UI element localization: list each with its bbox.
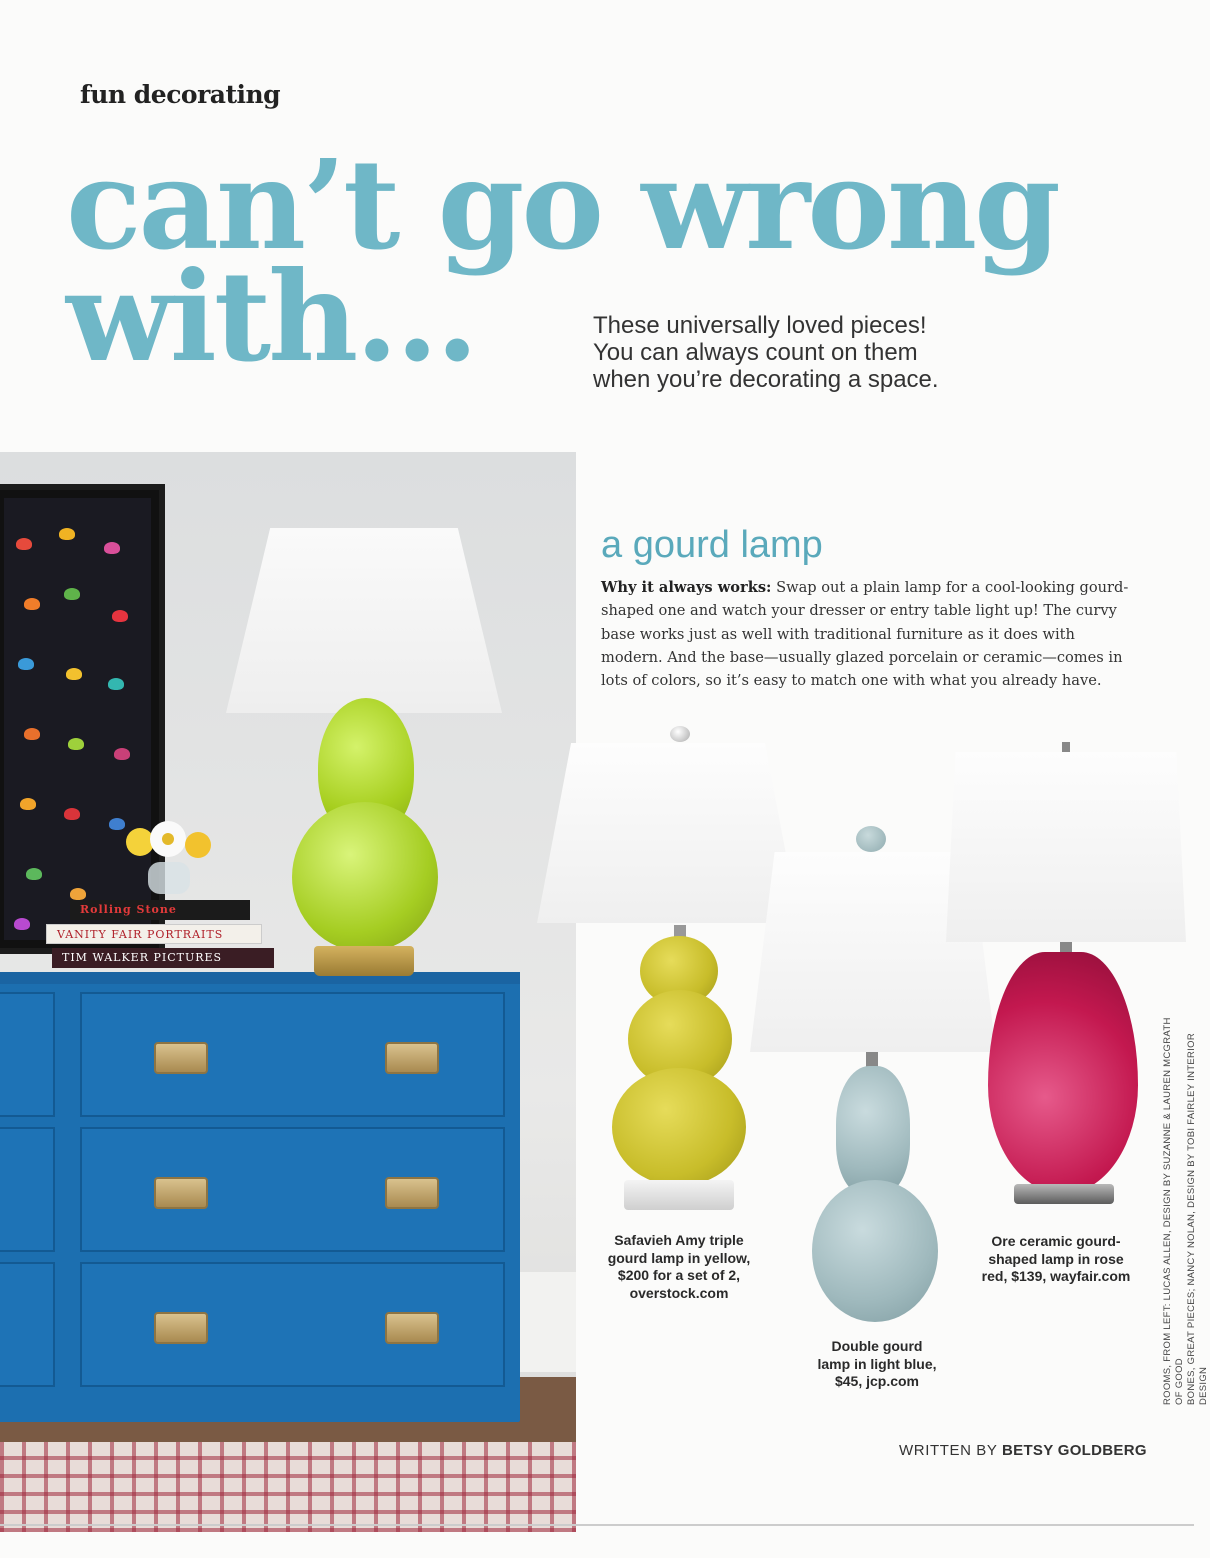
butterfly-icon: [14, 918, 30, 930]
book-rolling-stone: Rolling Stone: [70, 900, 250, 920]
lamp-finial: [670, 726, 690, 742]
room-photo: [0, 452, 576, 1522]
product-caption-rose-red: [972, 1233, 1140, 1286]
section-label: fun decorating: [80, 80, 281, 109]
byline: [899, 1442, 1147, 1459]
dek-line-2: You can always count on them: [593, 339, 918, 366]
dek-line-3: when you’re decorating a space.: [593, 366, 939, 393]
dek-line-1: These universally loved pieces!: [593, 312, 927, 339]
caption-line-3: $45, jcp.com: [834, 1373, 920, 1389]
butterfly-icon: [24, 728, 40, 740]
drawer-pull: [154, 1177, 208, 1209]
product-caption-light-blue: [808, 1338, 946, 1391]
page-bottom-edge: [0, 1524, 1194, 1526]
lead-label: Why it always works:: [601, 579, 772, 596]
byline-prefix: WRITTEN BY: [899, 1442, 998, 1459]
dresser-side-panel: [0, 992, 55, 1117]
section-title: a gourd lamp: [601, 524, 823, 566]
lamp-shade: [946, 752, 1186, 942]
product-caption-yellow: [598, 1232, 760, 1302]
lamp-shade: [537, 743, 799, 923]
caption-line-2: gourd lamp in yellow,: [607, 1249, 751, 1266]
butterfly-icon: [70, 888, 86, 900]
butterfly-icon: [16, 538, 32, 550]
caption-line-2: lamp in light blue,: [817, 1355, 937, 1372]
caption-line-4: overstock.com: [629, 1284, 729, 1301]
butterfly-icon: [26, 868, 42, 880]
baseboard: [520, 1272, 576, 1372]
butterfly-icon: [20, 798, 36, 810]
flower-vase: [118, 817, 218, 897]
butterfly-icon: [104, 542, 120, 554]
butterfly-icon: [108, 678, 124, 690]
butterfly-icon: [68, 738, 84, 750]
butterfly-icon: [66, 668, 82, 680]
blue-dresser: [0, 972, 520, 1422]
butterfly-icon: [18, 658, 34, 670]
drawer-pull: [385, 1312, 439, 1344]
butterfly-icon: [114, 748, 130, 760]
drawer-pull: [385, 1177, 439, 1209]
byline-author: BETSY GOLDBERG: [1002, 1442, 1147, 1459]
dresser-side-panel: [0, 1262, 55, 1387]
butterfly-icon: [64, 808, 80, 820]
headline-line-2: with...: [66, 245, 476, 390]
butterfly-icon: [24, 598, 40, 610]
lamp-gourd-lower: [292, 802, 438, 952]
caption-line-3: $200 for a set of 2,: [617, 1267, 741, 1283]
caption-line-1: Safavieh Amy triple: [614, 1232, 744, 1248]
rug: [0, 1442, 576, 1532]
book-tim-walker: TIM WALKER PICTURES: [52, 948, 274, 968]
credits-line-1: ROOMS, FROM LEFT: LUCAS ALLEN, DESIGN BY SUZANNE & LAUREN MCGRATH OF GOOD: [1162, 1017, 1185, 1405]
butterfly-icon: [64, 588, 80, 600]
caption-line-1: Ore ceramic gourd-: [991, 1233, 1121, 1249]
caption-line-2: shaped lamp in rose: [988, 1250, 1124, 1267]
credits-line-2: BONES, GREAT PIECES; NANCY NOLAN, DESIGN BY TOBI FAIRLEY INTERIOR DESIGN: [1186, 1033, 1209, 1405]
lamp-gourd-bottom: [612, 1068, 746, 1186]
lamp-gourd-bottom: [812, 1180, 938, 1322]
caption-line-1: Double gourd: [831, 1338, 923, 1354]
drawer-pull: [154, 1312, 208, 1344]
lamp-gourd-body: [988, 952, 1138, 1194]
dek: [593, 312, 1013, 393]
dresser-side-panel: [0, 1127, 55, 1252]
dresser-drawer: [80, 1262, 505, 1387]
body-copy: [601, 576, 1141, 692]
drawer-pull: [385, 1042, 439, 1074]
dresser-drawer: [80, 992, 505, 1117]
lamp-shade: [226, 528, 502, 713]
lamp-gourd-top: [836, 1066, 910, 1196]
photo-credits: [1162, 1005, 1210, 1405]
lamp-base: [314, 946, 414, 976]
butterfly-icon: [112, 610, 128, 622]
caption-line-3: red, $139, wayfair.com: [981, 1268, 1131, 1284]
lamp-finial: [856, 826, 886, 852]
butterfly-icon: [59, 528, 75, 540]
headline-line-1: can’t go wrong: [66, 133, 1058, 278]
body-text: Swap out a plain lamp for a cool-looking gourd-shaped one and watch your dresser or entry table light up! The curvy base works just as well with traditional furniture as it does with modern. And the base—usually glazed porcelain or ceramic—comes in lots of colors, so it’s easy to match one with what you already have.: [601, 579, 1129, 690]
lamp-base: [1014, 1184, 1114, 1204]
drawer-pull: [154, 1042, 208, 1074]
lamp-base: [624, 1180, 734, 1210]
book-vanity-fair: VANITY FAIR PORTRAITS: [46, 924, 262, 944]
dresser-drawer: [80, 1127, 505, 1252]
